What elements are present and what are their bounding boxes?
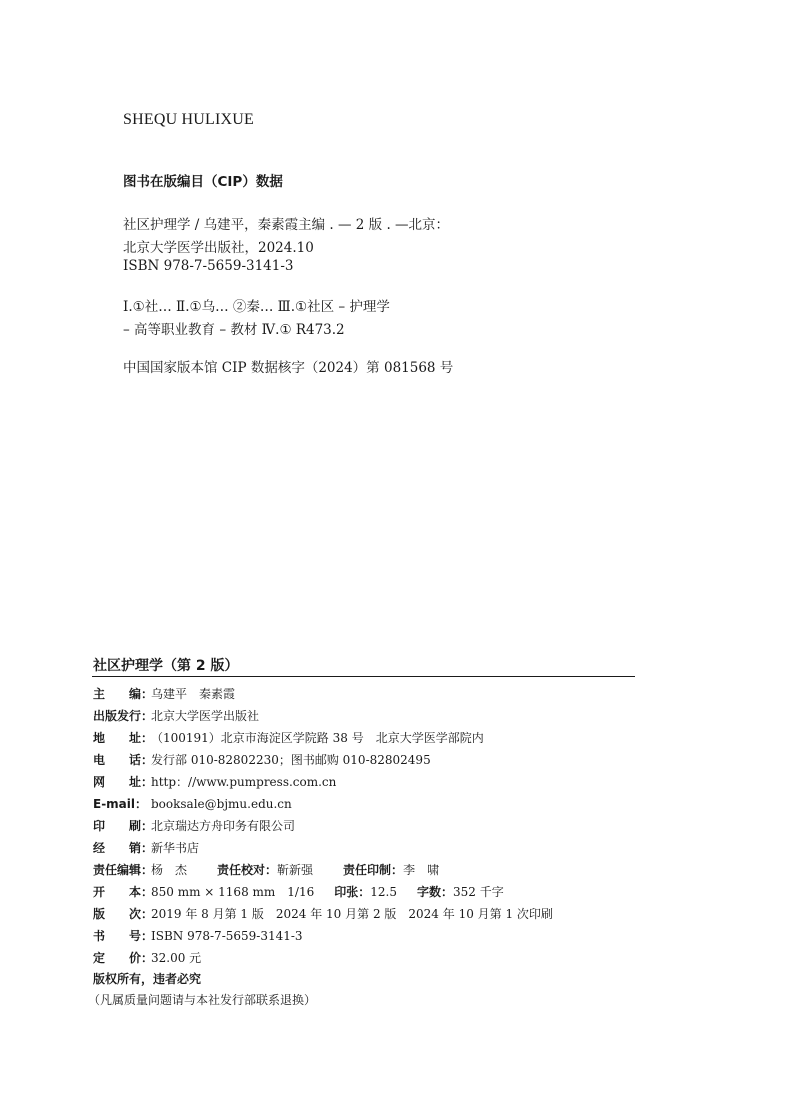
sheets-label: 印张： — [334, 885, 371, 899]
isbn-row — [93, 927, 303, 945]
pinyin-title: SHEQU HULIXUE — [123, 111, 255, 128]
phone-row — [93, 751, 431, 769]
cip-line-4: Ⅰ.①社… Ⅱ.①乌… ②秦… Ⅲ.①社区 – 护理学 — [123, 299, 390, 315]
editors-label: 主 编： — [93, 687, 154, 701]
email-label: E-mail： — [93, 797, 148, 811]
copyright-notice: 版权所有，违者必究 — [93, 972, 202, 986]
format-row — [93, 883, 504, 901]
print-supervisor-label: 责任印制： — [343, 863, 404, 877]
website-label: 网 址： — [93, 775, 154, 789]
edition-row — [93, 905, 553, 923]
distributor-row — [93, 839, 199, 857]
email-row — [93, 795, 292, 813]
address-label: 地 址： — [93, 731, 154, 745]
book-title: 社区护理学（第 2 版） — [93, 658, 239, 674]
publisher-label: 出版发行： — [93, 709, 154, 723]
printer-row — [93, 817, 295, 835]
print-supervisor-value: 李 啸 — [403, 863, 440, 877]
publisher-value: 北京大学医学出版社 — [151, 709, 260, 723]
wordcount-value: 352 千字 — [452, 885, 504, 899]
responsible-editor-value: 杨 杰 — [151, 863, 188, 877]
proofreader-value: 靳新强 — [277, 863, 314, 877]
website-row — [93, 773, 336, 791]
wordcount-label: 字数： — [416, 885, 453, 899]
price-value: 32.00 元 — [151, 951, 202, 965]
responsibility-row — [93, 861, 439, 879]
editors-row — [93, 685, 235, 703]
email-value: booksale@bjmu.edu.cn — [151, 797, 292, 811]
cip-line-3: ISBN 978-7-5659-3141-3 — [123, 258, 294, 274]
cip-heading: 图书在版编目（CIP）数据 — [123, 174, 283, 190]
phone-value: 发行部 010-82802230；图书邮购 010-82802495 — [151, 753, 431, 767]
isbn-value: ISBN 978-7-5659-3141-3 — [151, 929, 303, 943]
format-label: 开 本： — [93, 885, 154, 899]
format-value: 850 mm × 1168 mm 1/16 — [151, 885, 315, 899]
cip-line-1: 社区护理学 / 乌建平，秦素霞主编 . — 2 版 . —北京： — [123, 217, 450, 233]
edition-label: 版 次： — [93, 907, 154, 921]
website-value: http：//www.pumpress.com.cn — [151, 775, 337, 789]
address-value: （100191）北京市海淀区学院路 38 号 北京大学医学部院内 — [151, 731, 484, 745]
edition-value: 2019 年 8 月第 1 版 2024 年 10 月第 2 版 2024 年 10 月第 1 次印刷 — [151, 907, 553, 921]
cip-line-2: 北京大学医学出版社，2024.10 — [123, 240, 314, 256]
title-divider — [92, 676, 635, 677]
price-row — [93, 949, 201, 967]
editors-value: 乌建平 秦素霞 — [151, 687, 236, 701]
responsible-editor-label: 责任编辑： — [93, 863, 154, 877]
printer-label: 印 刷： — [93, 819, 154, 833]
cip-line-5: – 高等职业教育 – 教材 Ⅳ.① R473.2 — [123, 322, 345, 338]
price-label: 定 价： — [93, 951, 154, 965]
distributor-label: 经 销： — [93, 841, 154, 855]
return-note-row — [88, 991, 316, 1009]
phone-label: 电 话： — [93, 753, 154, 767]
proofreader-label: 责任校对： — [217, 863, 278, 877]
printer-value: 北京瑞达方舟印务有限公司 — [151, 819, 296, 833]
return-note: （凡属质量问题请与本社发行部联系退换） — [88, 993, 317, 1007]
cip-number-line: 中国国家版本馆 CIP 数据核字（2024）第 081568 号 — [123, 360, 454, 376]
publisher-row — [93, 707, 259, 725]
distributor-value: 新华书店 — [151, 841, 200, 855]
address-row — [93, 729, 484, 747]
sheets-value: 12.5 — [370, 885, 397, 899]
isbn-label: 书 号： — [93, 929, 154, 943]
copyright-row — [93, 970, 201, 988]
